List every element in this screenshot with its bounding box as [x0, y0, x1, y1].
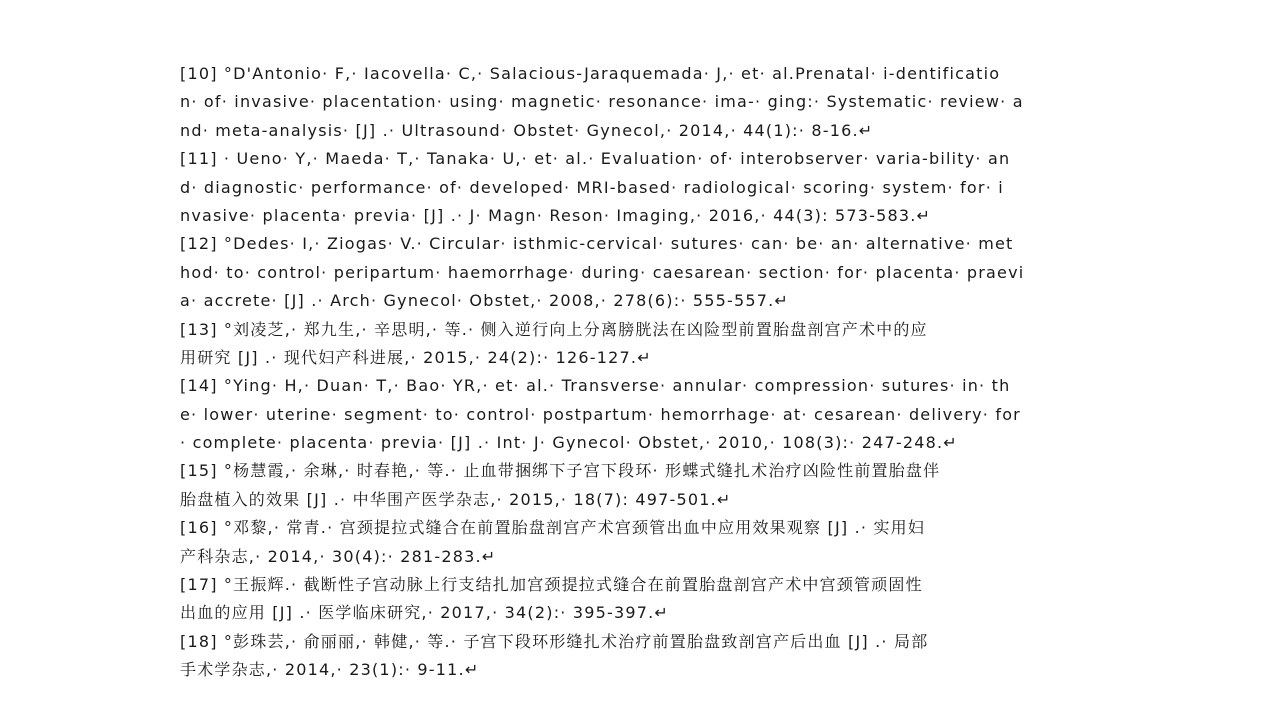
reference-line: [16] °邓黎,· 常青.· 宫颈提拉式缝合在前置胎盘剖宫产术宫颈管出血中应用效果观察 [J] .· 实用妇 [180, 518, 926, 538]
reference-line: [14] °Ying· H,· Duan· T,· Bao· YR,· et· al.· Transverse· annular· compression· sutures· in· th [180, 376, 1011, 396]
reference-line: hod· to· control· peripartum· haemorrhage· during· caesarean· section· for· placenta· praevi [180, 262, 1025, 282]
reference-line: [11] · Ueno· Y,· Maeda· T,· Tanaka· U,· et· al.· Evaluation· of· interobserver· varia-bility· an [180, 149, 1011, 169]
reference-line: nvasive· placenta· previa· [J] .· J· Magn· Reson· Imaging,· 2016,· 44(3): 573-583.↵ [180, 205, 932, 225]
reference-line: 用研究 [J] .· 现代妇产科进展,· 2015,· 24(2):· 126-127.↵ [180, 347, 652, 367]
reference-line: a· accrete· [J] .· Arch· Gynecol· Obstet,· 2008,· 278(6):· 555-557.↵ [180, 291, 790, 311]
reference-line: e· lower· uterine· segment· to· control· postpartum· hemorrhage· at· cesarean· delivery· for [180, 404, 1021, 424]
reference-list [180, 60, 1132, 685]
reference-line: [12] °Dedes· I,· Ziogas· V.· Circular· isthmic-cervical· sutures· can· be· an· alternative· met [180, 234, 1014, 254]
reference-line: 胎盘植入的效果 [J] .· 中华围产医学杂志,· 2015,· 18(7): 497-501.↵ [180, 489, 732, 509]
reference-line: n· of· invasive· placentation· using· magnetic· resonance· ima-· ging:· Systematic· review· a [180, 92, 1024, 112]
reference-line: [13] °刘凌芝,· 郑九生,· 辛思明,· 等.· 侧入逆行向上分离膀胱法在凶险型前置胎盘剖宫产术中的应 [180, 319, 928, 339]
reference-line: [17] °王振辉.· 截断性子宫动脉上行支结扎加宫颈提拉式缝合在前置胎盘剖宫产术中宫颈管顽固性 [180, 575, 923, 595]
reference-line: [18] °彭珠芸,· 俞丽丽,· 韩健,· 等.· 子宫下段环形缝扎术治疗前置胎盘致剖宫产后出血 [J] .· 局部 [180, 631, 929, 651]
reference-line: [10] °D'Antonio· F,· Iacovella· C,· Salacious-Jaraquemada· J,· et· al.Prenatal· i-dentificatio [180, 64, 1001, 83]
reference-line: 产科杂志,· 2014,· 30(4):· 281-283.↵ [180, 546, 497, 566]
reference-line: d· diagnostic· performance· of· developed· MRI-based· radiological· scoring· system· for· i [180, 177, 1004, 197]
reference-line: · complete· placenta· previa· [J] .· Int· J· Gynecol· Obstet,· 2010,· 108(3):· 247-248.↵ [180, 433, 958, 453]
reference-line: nd· meta-analysis· [J] .· Ultrasound· Obstet· Gynecol,· 2014,· 44(1):· 8-16.↵ [180, 120, 874, 140]
reference-line: [15] °杨慧霞,· 余琳,· 时春艳,· 等.· 止血带捆绑下子宫下段环· 形蝶式缝扎术治疗凶险性前置胎盘伴 [180, 461, 941, 481]
reference-line: 出血的应用 [J] .· 医学临床研究,· 2017,· 34(2):· 395-397.↵ [180, 603, 669, 623]
reference-line: 手术学杂志,· 2014,· 23(1):· 9-11.↵ [180, 660, 480, 680]
